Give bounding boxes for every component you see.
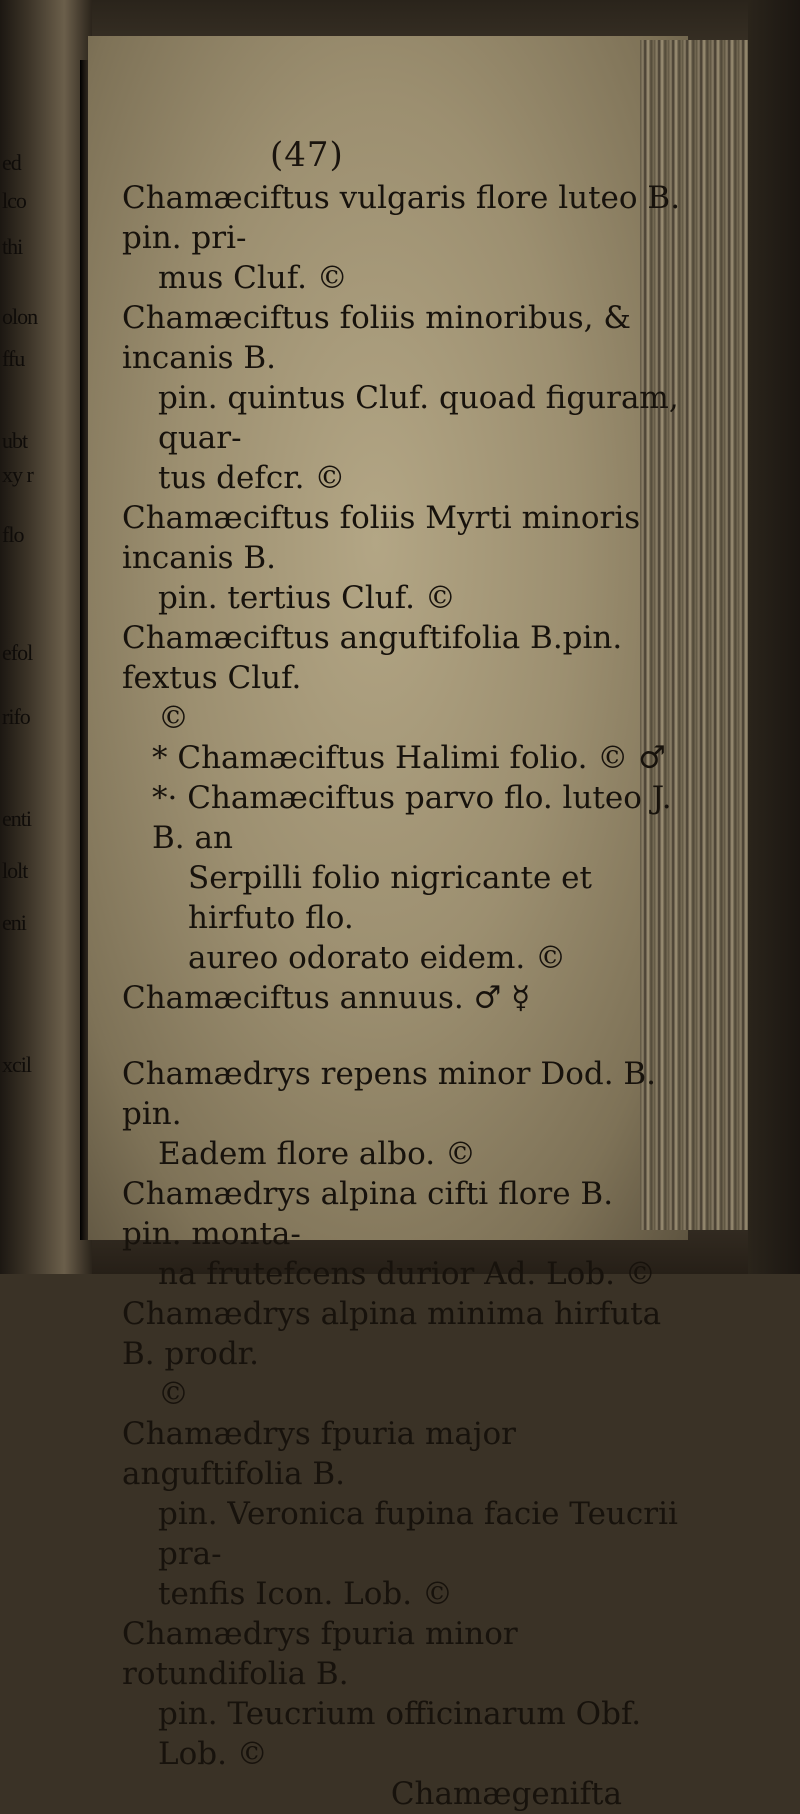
entry-line: Chamædrys repens minor Dod. B. pin. <box>122 1056 657 1132</box>
previous-page-margin <box>0 0 92 1274</box>
entry-line: Chamæciftus anguftifolia B.pin. fextus Cluf. <box>122 620 623 696</box>
entry-chamaecistus-angustifolia <box>122 618 682 738</box>
entry-line: © <box>158 1376 189 1412</box>
margin-fragment: ffu <box>2 346 25 371</box>
entry-line: Chamæciftus foliis Myrti minoris incanis B. <box>122 500 641 576</box>
margin-fragment: lco <box>2 188 26 213</box>
margin-fragment: ubt <box>2 428 28 453</box>
section-gap <box>122 1018 682 1054</box>
entry-line: pin. quintus Cluf. quoad figuram, quar- <box>158 380 679 456</box>
margin-fragment: ed <box>2 150 21 175</box>
entry-line: Chamædrys fpuria minor rotundifolia B. <box>122 1616 518 1692</box>
catchword: Chamægenifta <box>390 1776 622 1812</box>
entry-line: pin. tertius Cluf. © <box>158 580 456 616</box>
margin-fragment: eni <box>2 910 26 935</box>
margin-fragment: lolt <box>2 858 28 883</box>
entry-chamaedrys-spuria-major <box>122 1414 682 1614</box>
entry-line: Chamæciftus foliis minoribus, & incanis B. <box>122 300 631 376</box>
entry-line: *· Chamæciftus parvo flo. luteo J. B. an <box>152 780 672 856</box>
entry-chamaedrys-spuria-minor <box>122 1614 682 1774</box>
book-gutter <box>80 60 88 1240</box>
entry-line: Chamædrys fpuria major anguftifolia B. <box>122 1416 516 1492</box>
entry-line: mus Cluf. © <box>158 260 348 296</box>
margin-fragment: olon <box>2 304 38 329</box>
background-shadow <box>748 0 800 1274</box>
margin-fragment: efol <box>2 640 33 665</box>
entry-chamaedrys-alpina-cisti <box>122 1174 682 1294</box>
margin-fragment: xcil <box>2 1052 31 1077</box>
entry-line: pin. Veronica fupina facie Teucrii pra- <box>158 1496 678 1572</box>
entry-chamaecistus-vulgaris <box>122 178 682 298</box>
entry-line: Chamæciftus vulgaris flore luteo B. pin. pri- <box>122 180 681 256</box>
entry-chamaedrys-alpina-minima <box>122 1294 682 1414</box>
entry-line: tus defcr. © <box>158 460 346 496</box>
entry-chamaecistus-myrti <box>122 498 682 618</box>
entry-chamaedrys-repens <box>122 1054 682 1174</box>
entry-line: Chamæciftus annuus. ♂ ☿ <box>122 980 531 1016</box>
entry-line: aureo odorato eidem. © <box>188 940 567 976</box>
entry-line: Chamædrys alpina minima hirfuta B. prodr. <box>122 1296 662 1372</box>
entry-chamaecistus-halimi <box>122 738 682 778</box>
entry-line: tenfis Icon. Lob. © <box>158 1576 453 1612</box>
margin-fragment: thi <box>2 234 23 259</box>
entry-line: * Chamæciftus Halimi folio. © ♂ <box>152 740 666 776</box>
margin-fragment: rifo <box>2 704 30 729</box>
page-number: (47) <box>270 135 344 175</box>
entry-line: Eadem flore albo. © <box>158 1136 476 1172</box>
entry-chamaecistus-parvo <box>122 778 682 978</box>
entry-chamaecistus-minoribus <box>122 298 682 498</box>
entry-line: Chamædrys alpina cifti flore B. pin. monta- <box>122 1176 614 1252</box>
entry-line: Serpilli folio nigricante et hirfuto flo. <box>188 860 592 936</box>
page-text <box>122 178 682 1814</box>
margin-fragment: enti <box>2 806 31 831</box>
entry-line: pin. Teucrium officinarum Obf. Lob. © <box>158 1696 642 1772</box>
margin-fragment: xy r <box>2 462 33 487</box>
entry-line: © <box>158 700 189 736</box>
margin-fragment: flo <box>2 522 24 547</box>
entry-chamaecistus-annuus <box>122 978 682 1018</box>
entry-line: na frutefcens durior Ad. Lob. © <box>158 1256 656 1292</box>
